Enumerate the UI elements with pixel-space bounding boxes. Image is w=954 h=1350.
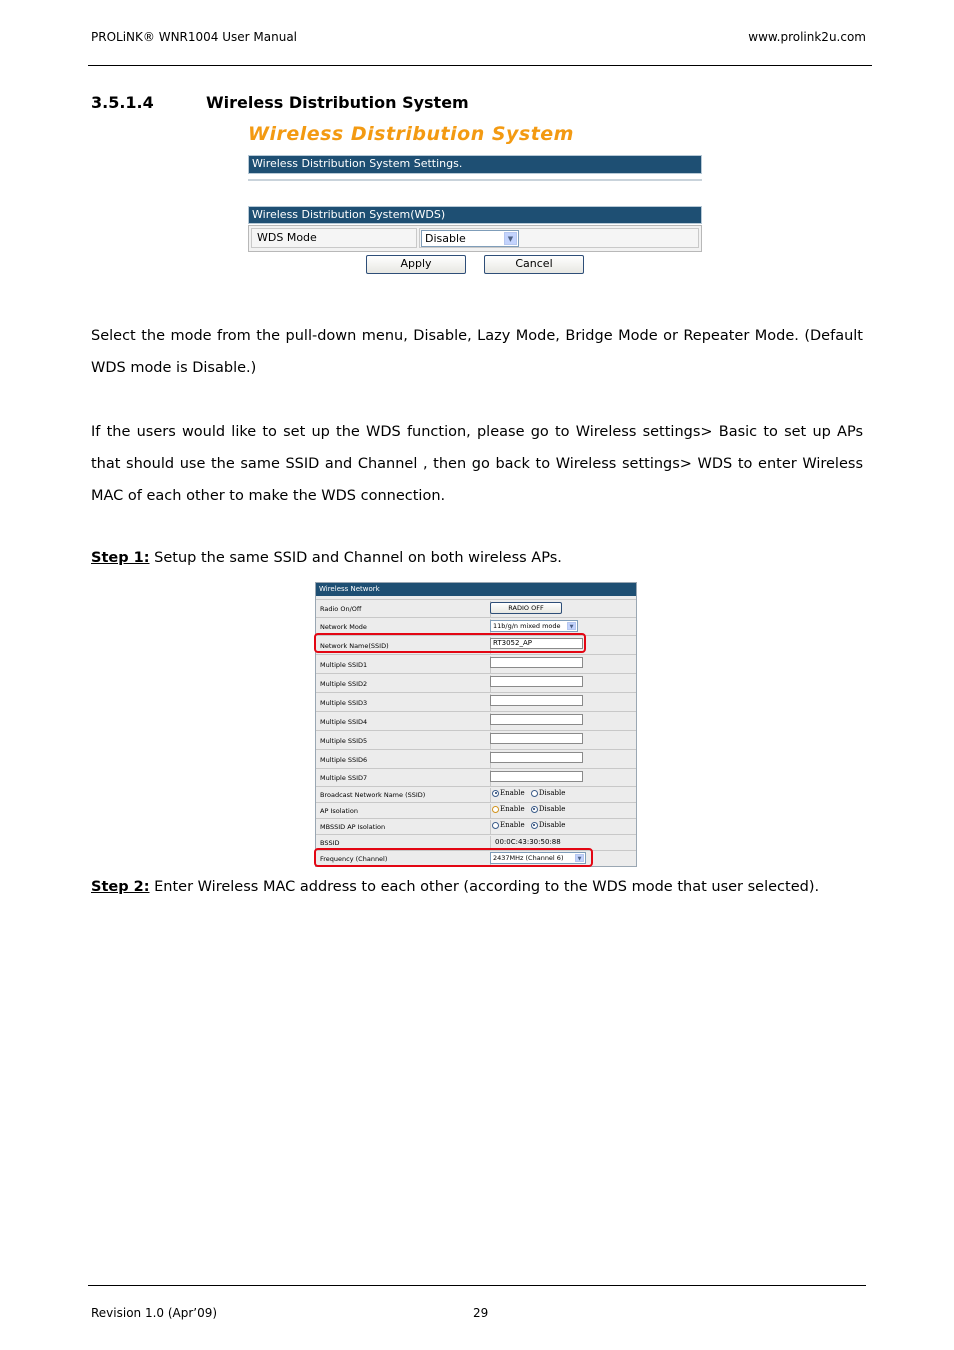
wds-screen-title: Wireless Distribution System bbox=[248, 123, 574, 145]
multiple-ssid-row bbox=[316, 692, 636, 712]
section-number: 3.5.1.4 bbox=[91, 93, 154, 112]
ap-isolation-enable-radio[interactable] bbox=[492, 806, 499, 813]
ssid-label: Network Name(SSID) bbox=[317, 637, 491, 654]
step-1 bbox=[91, 550, 562, 566]
wds-mode-row bbox=[248, 225, 702, 252]
wds-mode-value-cell bbox=[419, 228, 699, 248]
broadcast-enable-radio[interactable] bbox=[492, 790, 499, 797]
enable-label: Enable bbox=[500, 805, 525, 813]
network-mode-select[interactable] bbox=[490, 620, 578, 632]
mbssid-enable-radio[interactable] bbox=[492, 822, 499, 829]
chevron-down-icon: ▼ bbox=[575, 854, 584, 862]
multiple-ssid-label: Multiple SSID6 bbox=[317, 751, 491, 768]
paragraph-wds-setup: If the users would like to set up the WDS function, please go to Wireless settings> Basic to set up APs that should use the same SSID and Channel , then go back to Wireless settings> WDS to enter Wireless MAC of each other to make the WDS connection. bbox=[91, 424, 863, 504]
frequency-label: Frequency (Channel) bbox=[317, 852, 491, 866]
multiple-ssid-input[interactable] bbox=[490, 752, 583, 763]
multiple-ssid-input[interactable] bbox=[490, 714, 583, 725]
wireless-network-title: Wireless Network bbox=[316, 583, 636, 596]
wireless-network-panel bbox=[315, 582, 637, 867]
multiple-ssid-input[interactable] bbox=[490, 733, 583, 744]
multiple-ssid-input[interactable] bbox=[490, 657, 583, 668]
ssid-input[interactable]: RT3052_AP bbox=[490, 638, 583, 649]
step-2 bbox=[91, 879, 819, 895]
multiple-ssid-row bbox=[316, 749, 636, 769]
ap-isolation-disable-radio[interactable] bbox=[531, 806, 538, 813]
enable-label: Enable bbox=[500, 789, 525, 797]
multiple-ssid-label: Multiple SSID2 bbox=[317, 675, 491, 692]
ssid-highlight-box bbox=[314, 633, 586, 653]
mbssid-isolation-label: MBSSID AP Isolation bbox=[317, 820, 491, 834]
paragraph-wds-modes: Select the mode from the pull-down menu, Disable, Lazy Mode, Bridge Mode or Repeater Mode. (Default WDS mode is Disable.) bbox=[91, 328, 863, 376]
header-manual-title: PROLiNK® WNR1004 User Manual bbox=[91, 30, 298, 44]
mbssid-isolation-row bbox=[316, 818, 636, 835]
multiple-ssid-row bbox=[316, 768, 636, 787]
disable-label: Disable bbox=[538, 805, 566, 813]
radio-onoff-row bbox=[316, 599, 636, 618]
multiple-ssid-label: Multiple SSID7 bbox=[317, 770, 491, 786]
radio-onoff-label: Radio On/Off bbox=[317, 601, 491, 617]
multiple-ssid-row bbox=[316, 711, 636, 731]
wds-settings-divider bbox=[248, 179, 702, 181]
multiple-ssid-input[interactable] bbox=[490, 676, 583, 687]
ap-isolation-row bbox=[316, 802, 636, 819]
multiple-ssid-input[interactable] bbox=[490, 771, 583, 782]
wds-section-bar: Wireless Distribution System(WDS) bbox=[248, 206, 702, 224]
multiple-ssid-label: Multiple SSID3 bbox=[317, 694, 491, 711]
mbssid-disable-radio[interactable] bbox=[531, 822, 538, 829]
disable-label: Disable bbox=[538, 789, 566, 797]
header-divider bbox=[88, 65, 872, 66]
step-1-text: Setup the same SSID and Channel on both wireless APs. bbox=[149, 550, 562, 566]
section-title: Wireless Distribution System bbox=[206, 93, 469, 112]
multiple-ssid-row bbox=[316, 730, 636, 750]
step-2-text: Enter Wireless MAC address to each other (according to the WDS mode that user selected). bbox=[149, 879, 820, 895]
footer-divider bbox=[88, 1285, 866, 1286]
multiple-ssid-label: Multiple SSID1 bbox=[317, 656, 491, 673]
bssid-value: 00:0C:43:30:50:88 bbox=[495, 838, 561, 846]
frequency-value: 2437MHz (Channel 6) bbox=[493, 854, 564, 862]
wds-mode-select[interactable] bbox=[421, 230, 519, 247]
broadcast-ssid-label: Broadcast Network Name (SSID) bbox=[317, 788, 491, 802]
step-1-label: Step 1: bbox=[91, 550, 150, 566]
multiple-ssid-row bbox=[316, 673, 636, 693]
wds-mode-selected-value: Disable bbox=[425, 232, 466, 245]
wds-settings-bar: Wireless Distribution System Settings. bbox=[248, 155, 702, 174]
ap-isolation-label: AP Isolation bbox=[317, 804, 491, 818]
enable-label: Enable bbox=[500, 821, 525, 829]
multiple-ssid-input[interactable] bbox=[490, 695, 583, 706]
wds-mode-label: WDS Mode bbox=[251, 228, 417, 248]
chevron-down-icon: ▼ bbox=[567, 622, 576, 630]
disable-label: Disable bbox=[538, 821, 566, 829]
multiple-ssid-row bbox=[316, 654, 636, 674]
multiple-ssid-label: Multiple SSID5 bbox=[317, 732, 491, 749]
multiple-ssid-label: Multiple SSID4 bbox=[317, 713, 491, 730]
network-mode-label: Network Mode bbox=[317, 619, 491, 635]
page-number: 29 bbox=[473, 1306, 489, 1320]
frequency-highlight-box bbox=[314, 848, 593, 867]
header-website: www.prolink2u.com bbox=[748, 30, 866, 44]
network-mode-value: 11b/g/n mixed mode bbox=[493, 622, 561, 630]
bssid-label: BSSID bbox=[317, 836, 491, 850]
step-2-label: Step 2: bbox=[91, 879, 150, 895]
broadcast-disable-radio[interactable] bbox=[531, 790, 538, 797]
cancel-button[interactable]: Cancel bbox=[484, 255, 584, 274]
apply-button[interactable]: Apply bbox=[366, 255, 466, 274]
radio-off-button[interactable]: RADIO OFF bbox=[490, 602, 562, 614]
broadcast-ssid-row bbox=[316, 786, 636, 803]
footer-revision: Revision 1.0 (Apr’09) bbox=[91, 1306, 218, 1320]
chevron-down-icon: ▼ bbox=[504, 232, 517, 245]
